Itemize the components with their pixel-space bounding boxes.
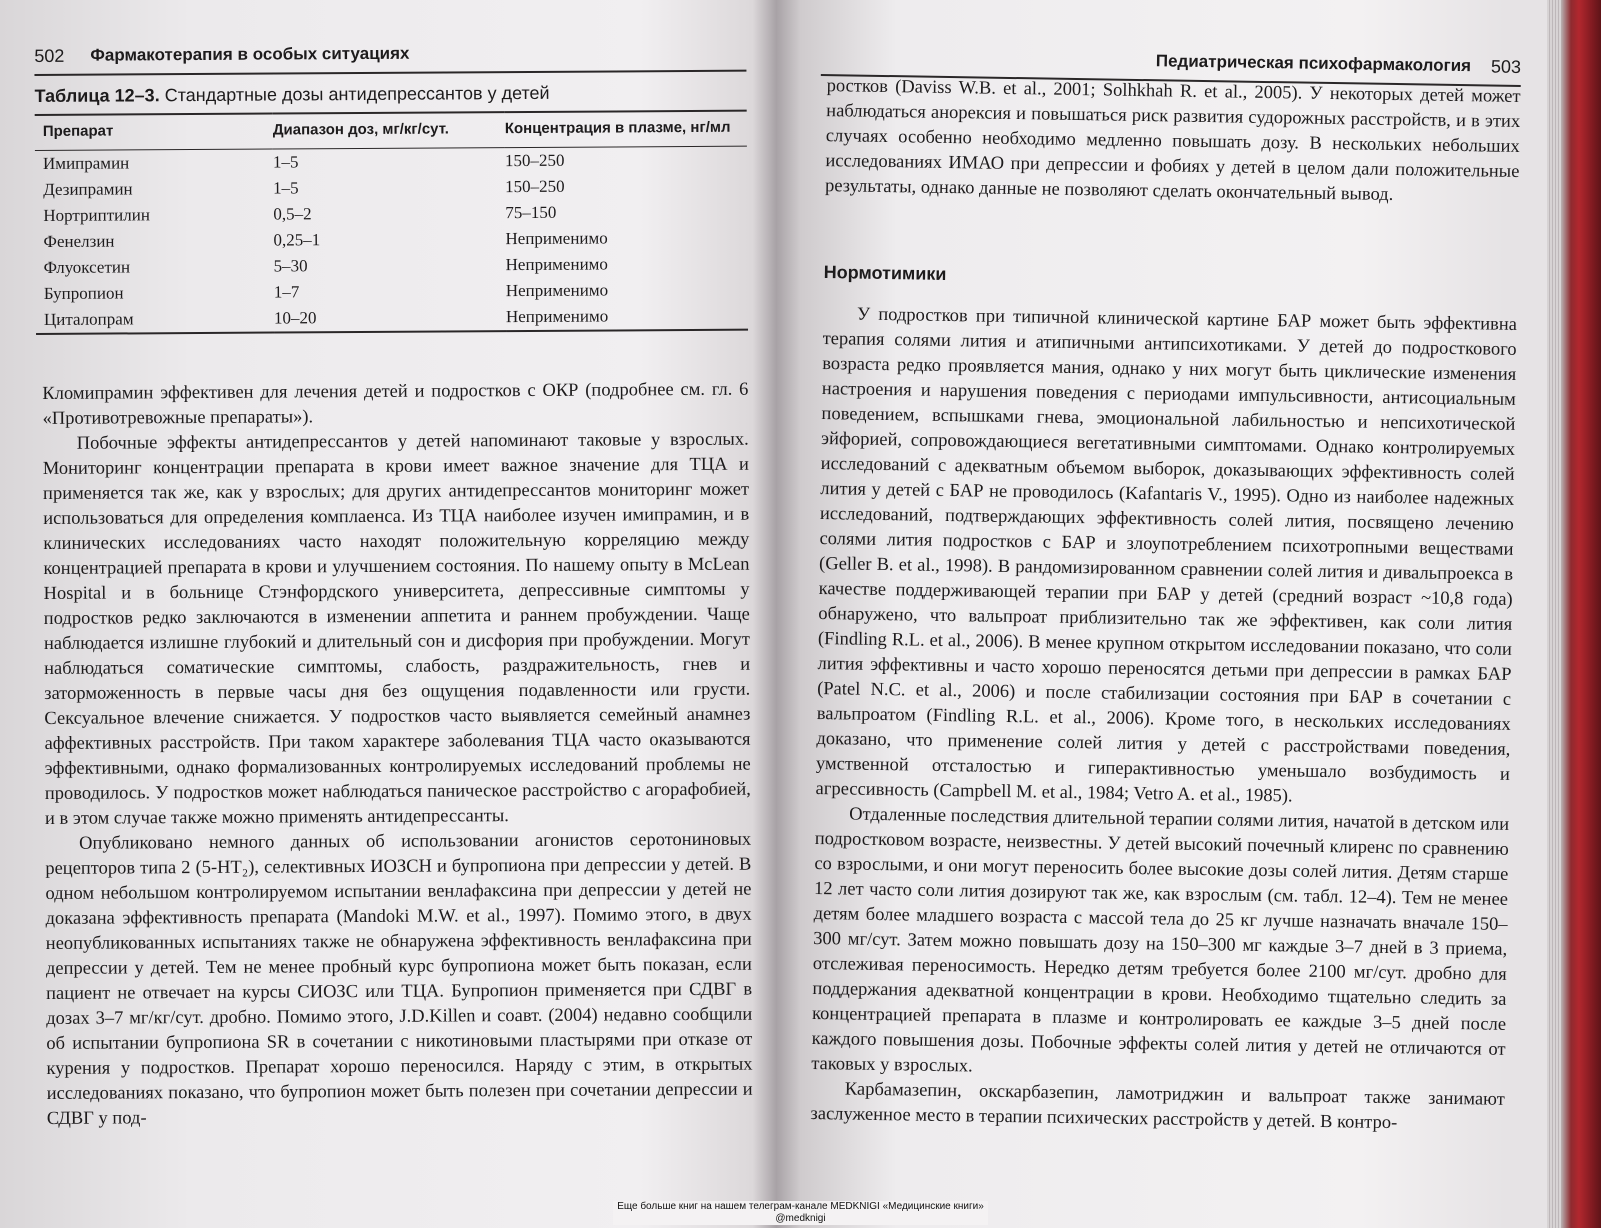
cell-conc: 150–250 [504, 150, 565, 171]
cell-conc: 150–250 [505, 176, 565, 197]
cell-dose: 1–7 [273, 282, 300, 302]
paragraph: Отдаленные последствия длительной терапии солями лития, начатой в детском или подростковом возрасте, неизвестны. У детей высокий почечный клиренс по сравнению со взрослыми, и они могут переносить более высокие дозы солей лития. Детям старше 12 лет часто соли лития дозируют так же, как взрослым (см. табл. 12–4). Тем не менее детям более младшего возраста с массой тела до 25 кг лучше назначать вначале 150–300 мг/сут. Затем можно повышать дозу на 150–300 мг каждые 3–7 дней в 3 приема, отслеживая переносимость. Нередко детям требуется более 2100 мг/сут. дробно для поддержания адекватной концентрации в крови. Необходимо тщательно следить за концентрацией препарата в плазме и контролировать ее каждые 3–5 дней после каждого повышения дозы. Побочные эффекты солей лития у детей не отличаются от таковых у взрослых. [811, 804, 1510, 1077]
header-plasma-conc: Концентрация в плазме, нг/мл [504, 118, 731, 138]
cell-drug: Нортриптилин [43, 205, 150, 225]
cell-conc: Неприменимо [505, 228, 608, 249]
watermark-footer [0, 1201, 1601, 1225]
paragraph: Побочные эффекты антидепрессантов у детей напоминают таковые у взрослых. Мониторинг концентрации препарата в крови имеет важное значение для ТЦА и применяется так же, как у взрослых; для других антидепрессантов мониторинг может использоваться для определения комплаенса. Из ТЦА наиболее изучен имипрамин, и в клинических исследованиях часто находят положительную корреляцию между концентрацией препарата в крови и улучшением состояния. По нашему опыту в McLean Hospital и в больнице Стэнфордского университета, депрессивные симптомы у подростков редко заключаются в изменении аппетита и раннем пробуждении. Чаще наблюдается излишне глубокий и длительный сон и дисфория при пробуждении. Могут наблюдаться соматические симптомы, слабость, раздражительность, гнев и заторможенность в первые часы дня без ощущения подавленности или грусти. Сексуальное влечение снижается. У подростков часто выявляется семейный анамнез аффективных расстройств. При таком характере заболевания ТЦА часто оказываются эффективными, однако формализованных контролируемых исследований проблемы не проводилось. У подростков может наблюдаться паническое расстройство с агорафобией, и в этом случае также можно применять антидепрессанты. [42, 429, 751, 829]
right-body-text [810, 302, 1517, 1138]
cell-dose: 0,5–2 [273, 204, 312, 224]
book-cover-binding [1561, 0, 1601, 1228]
dose-table [35, 110, 748, 335]
cell-drug: Имипрамин [42, 153, 130, 173]
cell-conc: Неприменимо [505, 254, 608, 275]
cell-dose: 5–30 [273, 256, 308, 276]
table-caption [35, 83, 550, 107]
header-dose-range: Диапазон доз, мг/кг/сут. [272, 120, 449, 139]
page-edges [1547, 0, 1561, 1228]
cell-dose: 0,25–1 [273, 230, 321, 250]
paragraph: Опубликовано немного данных об использовании агонистов серотониновых рецепторов типа 2 (5-HT₂), селективных ИОЗСН и бупропиона при депрессии у детей. В одном небольшом контролируемом испытании венлафаксина при депрессии у детей не доказана эффективность препарата (Mandoki M.W. et al., 1997). Помимо этого, в двух неопубликованных испытаниях также не обнаружена эффективность венлафаксина при депрессии у детей. Тем не менее пробный курс бупропиона может быть показан, если пациент не отвечает на курсы СИОЗС или ТЦА. Бупропион применяется при СДВГ в дозах 3–7 мг/кг/сут. дробно. Помимо этого, J.D.Killen и соавт. (2004) недавно сообщили об испытании бупропиона SR в сочетании с никотиновыми пластырями при отказе от курения у подростков. Препарат хорошо переносился. Наряду с этим, в открытых исследованиях показано, что бупропион может быть полезен при сочетании депрессии и СДВГ у под- [45, 829, 753, 1129]
footer-line-1: Еще больше книг на нашем телеграм-канале MEDKNIGI «Медицинские книги» [617, 1201, 984, 1212]
left-page [34, 0, 753, 1200]
right-running-title: Педиатрическая психофармакология [1155, 51, 1472, 76]
cell-dose: 1–5 [273, 178, 299, 198]
left-running-title: Фармакотерапия в особых ситуациях [90, 43, 410, 65]
left-running-head [34, 36, 746, 76]
cell-drug: Дезипрамин [43, 179, 133, 199]
right-page-number: 503 [1490, 56, 1522, 77]
right-top-text [825, 74, 1521, 210]
footer-line-2: @medknigi [775, 1213, 826, 1224]
table-header-row [35, 111, 747, 151]
cell-conc: Неприменимо [505, 280, 609, 301]
cell-dose: 1–5 [272, 152, 299, 172]
cell-conc: Неприменимо [506, 303, 748, 331]
paragraph: Кломипрамин эффективен для лечения детей и подростков с ОКР (подробнее см. гл. 6 «Противотревожные препараты»). [42, 379, 749, 429]
table-row [36, 303, 748, 334]
paragraph: Карбамазепин, окскарбазепин, ламотриджин и вальпроат также занимают заслуженное место в терапии психических расстройств у детей. В контро- [810, 1079, 1505, 1134]
paragraph: ростков (Daviss W.B. et al., 2001; Solhkhah R. et al., 2005). У некоторых детей может наблюдаться анорексия и повышаться риск развития судорожных расстройств, и в этих случаях особенно необходимо медленно повышать дозу. В нескольких небольших исследованиях ИМАО при депрессии и фобиях у детей в целом дали положительные результаты, однако данные не позволяют сделать окончательный вывод. [824, 76, 1521, 205]
right-page [803, 0, 1522, 1211]
cell-dose: 10–20 [274, 304, 506, 332]
header-drug: Препарат [42, 122, 114, 140]
cell-conc: 75–150 [505, 202, 557, 223]
cell-drug: Флуоксетин [43, 257, 131, 277]
table-caption-label: Таблица 12–3. [34, 85, 160, 106]
left-body-text [42, 378, 753, 1132]
section-title: Нормотимики [823, 262, 947, 284]
paragraph: У подростков при типичной клинической картине БАР может быть эффективна терапия солями лития и атипичными антипсихотиками. У детей до подросткового возраста редко проявляется мания, однако у них могут быть циклические изменения настроения и нарушения поведения с периодами импульсивности, антисоциальным поведением, вспышками гнева, эмоциональной лабильностью и непсихотической эйфорией, сопровождающиеся вегетативными симптомами. Однако контролируемых исследований с адекватным объемом выборок, доказывающих эффективность солей лития у детей с БАР не проводилось (Kafantaris V., 1995). Одно из наиболее надежных исследований, подтверждающих эффективность солей лития, посвящено лечению солями лития подростков с БАР и злоупотреблением психотропными веществами (Geller B. et al., 1998). В рандомизированном сравнении солей лития и дивальпроекса в качестве поддерживающей терапии при БАР у детей (средний возраст ~10,8 года) обнаружено, что вальпроат приблизительно так же эффективен, как соли лития (Findling R.L. et al., 2006). В менее крупном открытом исследовании показано, что соли лития эффективны и часто хорошо переносятся детьми при депрессии в рамках БАР (Patel N.C. et al., 2006) и после стабилизации состояния при БАР в сочетании с вальпроатом (Findling R.L. et al., 2006). Кроме того, в нескольких исследованиях доказано, что применение солей лития у детей с расстройствами поведения, умственной отсталостью и гиперактивностью уменьшало возбудимость и агрессивность (Campbell M. et al., 1984; Vetro A. et al., 1985). [815, 304, 1518, 807]
cell-drug: Бупропион [43, 283, 124, 303]
left-page-number: 502 [34, 45, 65, 66]
table-caption-text: Стандартные дозы антидепрессантов у детей [164, 82, 550, 106]
cell-drug: Циталопрам [36, 306, 274, 334]
cell-drug: Фенелзин [43, 231, 115, 251]
